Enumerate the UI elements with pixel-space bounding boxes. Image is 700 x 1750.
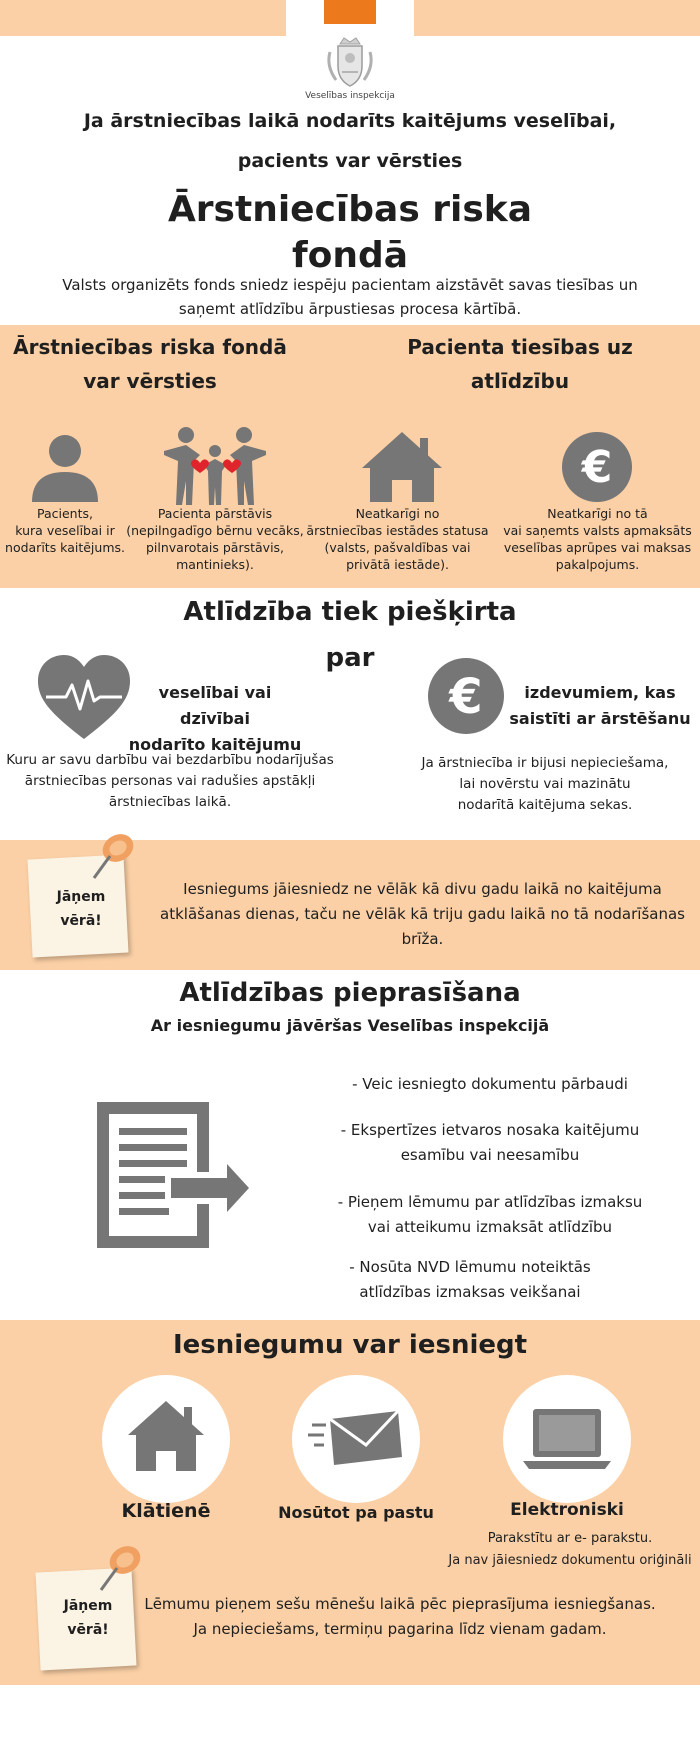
claim-title: Atlīdzības pieprasīšana [179, 978, 521, 1008]
house-icon-inperson [102, 1375, 230, 1503]
claim-step-1: - Veic iesniegto dokumentu pārbaudi [352, 1075, 628, 1093]
envelope-icon [292, 1375, 420, 1503]
laptop-icon [503, 1375, 631, 1503]
option-electronic-label: Elektroniski [510, 1500, 624, 1520]
note1-label: Jāņem vērā! [56, 889, 106, 929]
pushpin-icon-1 [88, 828, 140, 884]
top-accent-tab [324, 0, 376, 24]
coat-of-arms-logo [322, 36, 378, 90]
header-title-big2: fondā [291, 235, 409, 276]
claim-step-4: - Nosūta NVD lēmumu noteiktās atlīdzības izmaksas veikšanai [349, 1258, 591, 1301]
harm-heading: veselībai vai dzīvībai nodarīto kaitējumu [128, 683, 302, 754]
rights-item2-text: Neatkarīgi no tā vai saņemts valsts apmaksāts veselības aprūpes vai maksas pakalpojums. [503, 506, 692, 572]
svg-text:€: € [581, 442, 613, 493]
header-title-line1: Ja ārstniecības laikā nodarīts kaitējums veselībai, [83, 110, 617, 132]
header-title-line2: pacients var vērsties [237, 150, 463, 172]
note2-label: Jāņem vērā! [63, 1598, 113, 1638]
who-item2-text: Pacienta pārstāvis (nepilngadīgo bērnu vecāks, pilnvarotais pārstāvis, mantinieks). [126, 506, 304, 572]
rights-title-line2: atlīdzību [470, 369, 570, 393]
harm-description: Kuru ar savu darbību vai bezdarbību nodarījušas ārstniecības personas vai radušies apstākļi ārstniecības laikā. [6, 752, 334, 810]
intro-line2: saņemt atlīdzību ārpustiesas procesa kārtībā. [178, 300, 522, 318]
costs-description: Ja ārstniecība ir bijusi nepieciešama, lai novērstu vai mazinātu nodarītā kaitējuma sekas. [421, 755, 669, 813]
electronic-circle [503, 1375, 631, 1503]
who-title-line1: Ārstniecības riska fondā [13, 335, 287, 359]
rights-item1-text: Neatkarīgi no ārstniecības iestādes statusa (valsts, pašvaldības vai privātā iestāde). [306, 506, 489, 572]
family-icon [160, 425, 270, 505]
euro-icon [562, 432, 632, 502]
post-circle [292, 1375, 420, 1503]
compensation-title-line1: Atlīdzība tiek piešķirta [183, 597, 517, 627]
option-electronic-note: Parakstītu ar e- parakstu. Ja nav jāiesniedz dokumentu oriģināli [448, 1531, 692, 1568]
claim-step-2: - Ekspertīzes ietvaros nosaka kaitējumu esamību vai neesamību [340, 1121, 640, 1164]
note2-text: Lēmumu pieņem sešu mēnešu laikā pēc pieprasījuma iesniegšanas. Ja nepieciešams, termiņu pagarina līdz vienam gadam. [144, 1595, 656, 1638]
rights-title-line1: Pacienta tiesības uz [407, 335, 633, 359]
compensation-title-line2: par [325, 643, 375, 673]
euro-icon-costs [428, 658, 504, 734]
submit-title: Iesniegumu var iesniegt [172, 1330, 528, 1360]
house-icon [360, 430, 444, 504]
document-submit-icon [95, 1100, 260, 1250]
option-post-label: Nosūtot pa pastu [278, 1503, 434, 1522]
pushpin-icon-2 [95, 1540, 147, 1596]
note1-text: Iesniegums jāiesniedz ne vēlāk kā divu gadu laikā no kaitējuma atklāšanas dienas, taču ne vēlāk kā triju gadu laikā no tā nodarīšanas brīža. [160, 880, 685, 948]
in-person-circle [102, 1375, 230, 1503]
option-in-person-label: Klātienē [121, 1500, 211, 1522]
header-title-big1: Ārstniecības riska [167, 189, 533, 230]
claim-subtitle: Ar iesniegumu jāvēršas Veselības inspekcijā [150, 1016, 550, 1035]
costs-heading: izdevumiem, kas saistīti ar ārstēšanu [509, 683, 691, 728]
claim-step-3: - Pieņem lēmumu par atlīdzības izmaksu vai atteikumu izmaksāt atlīdzību [337, 1193, 643, 1236]
heart-pulse-icon [36, 655, 132, 741]
who-title-line2: var vērsties [83, 369, 217, 393]
person-icon [30, 432, 100, 502]
logo-caption: Veselības inspekcija [305, 91, 395, 101]
intro-line1: Valsts organizēts fonds sniedz iespēju pacientam aizstāvēt savas tiesības un [62, 276, 638, 294]
svg-text:€: € [449, 669, 483, 725]
who-item1-text: Pacients, kura veselībai ir nodarīts kaitējums. [5, 506, 125, 555]
